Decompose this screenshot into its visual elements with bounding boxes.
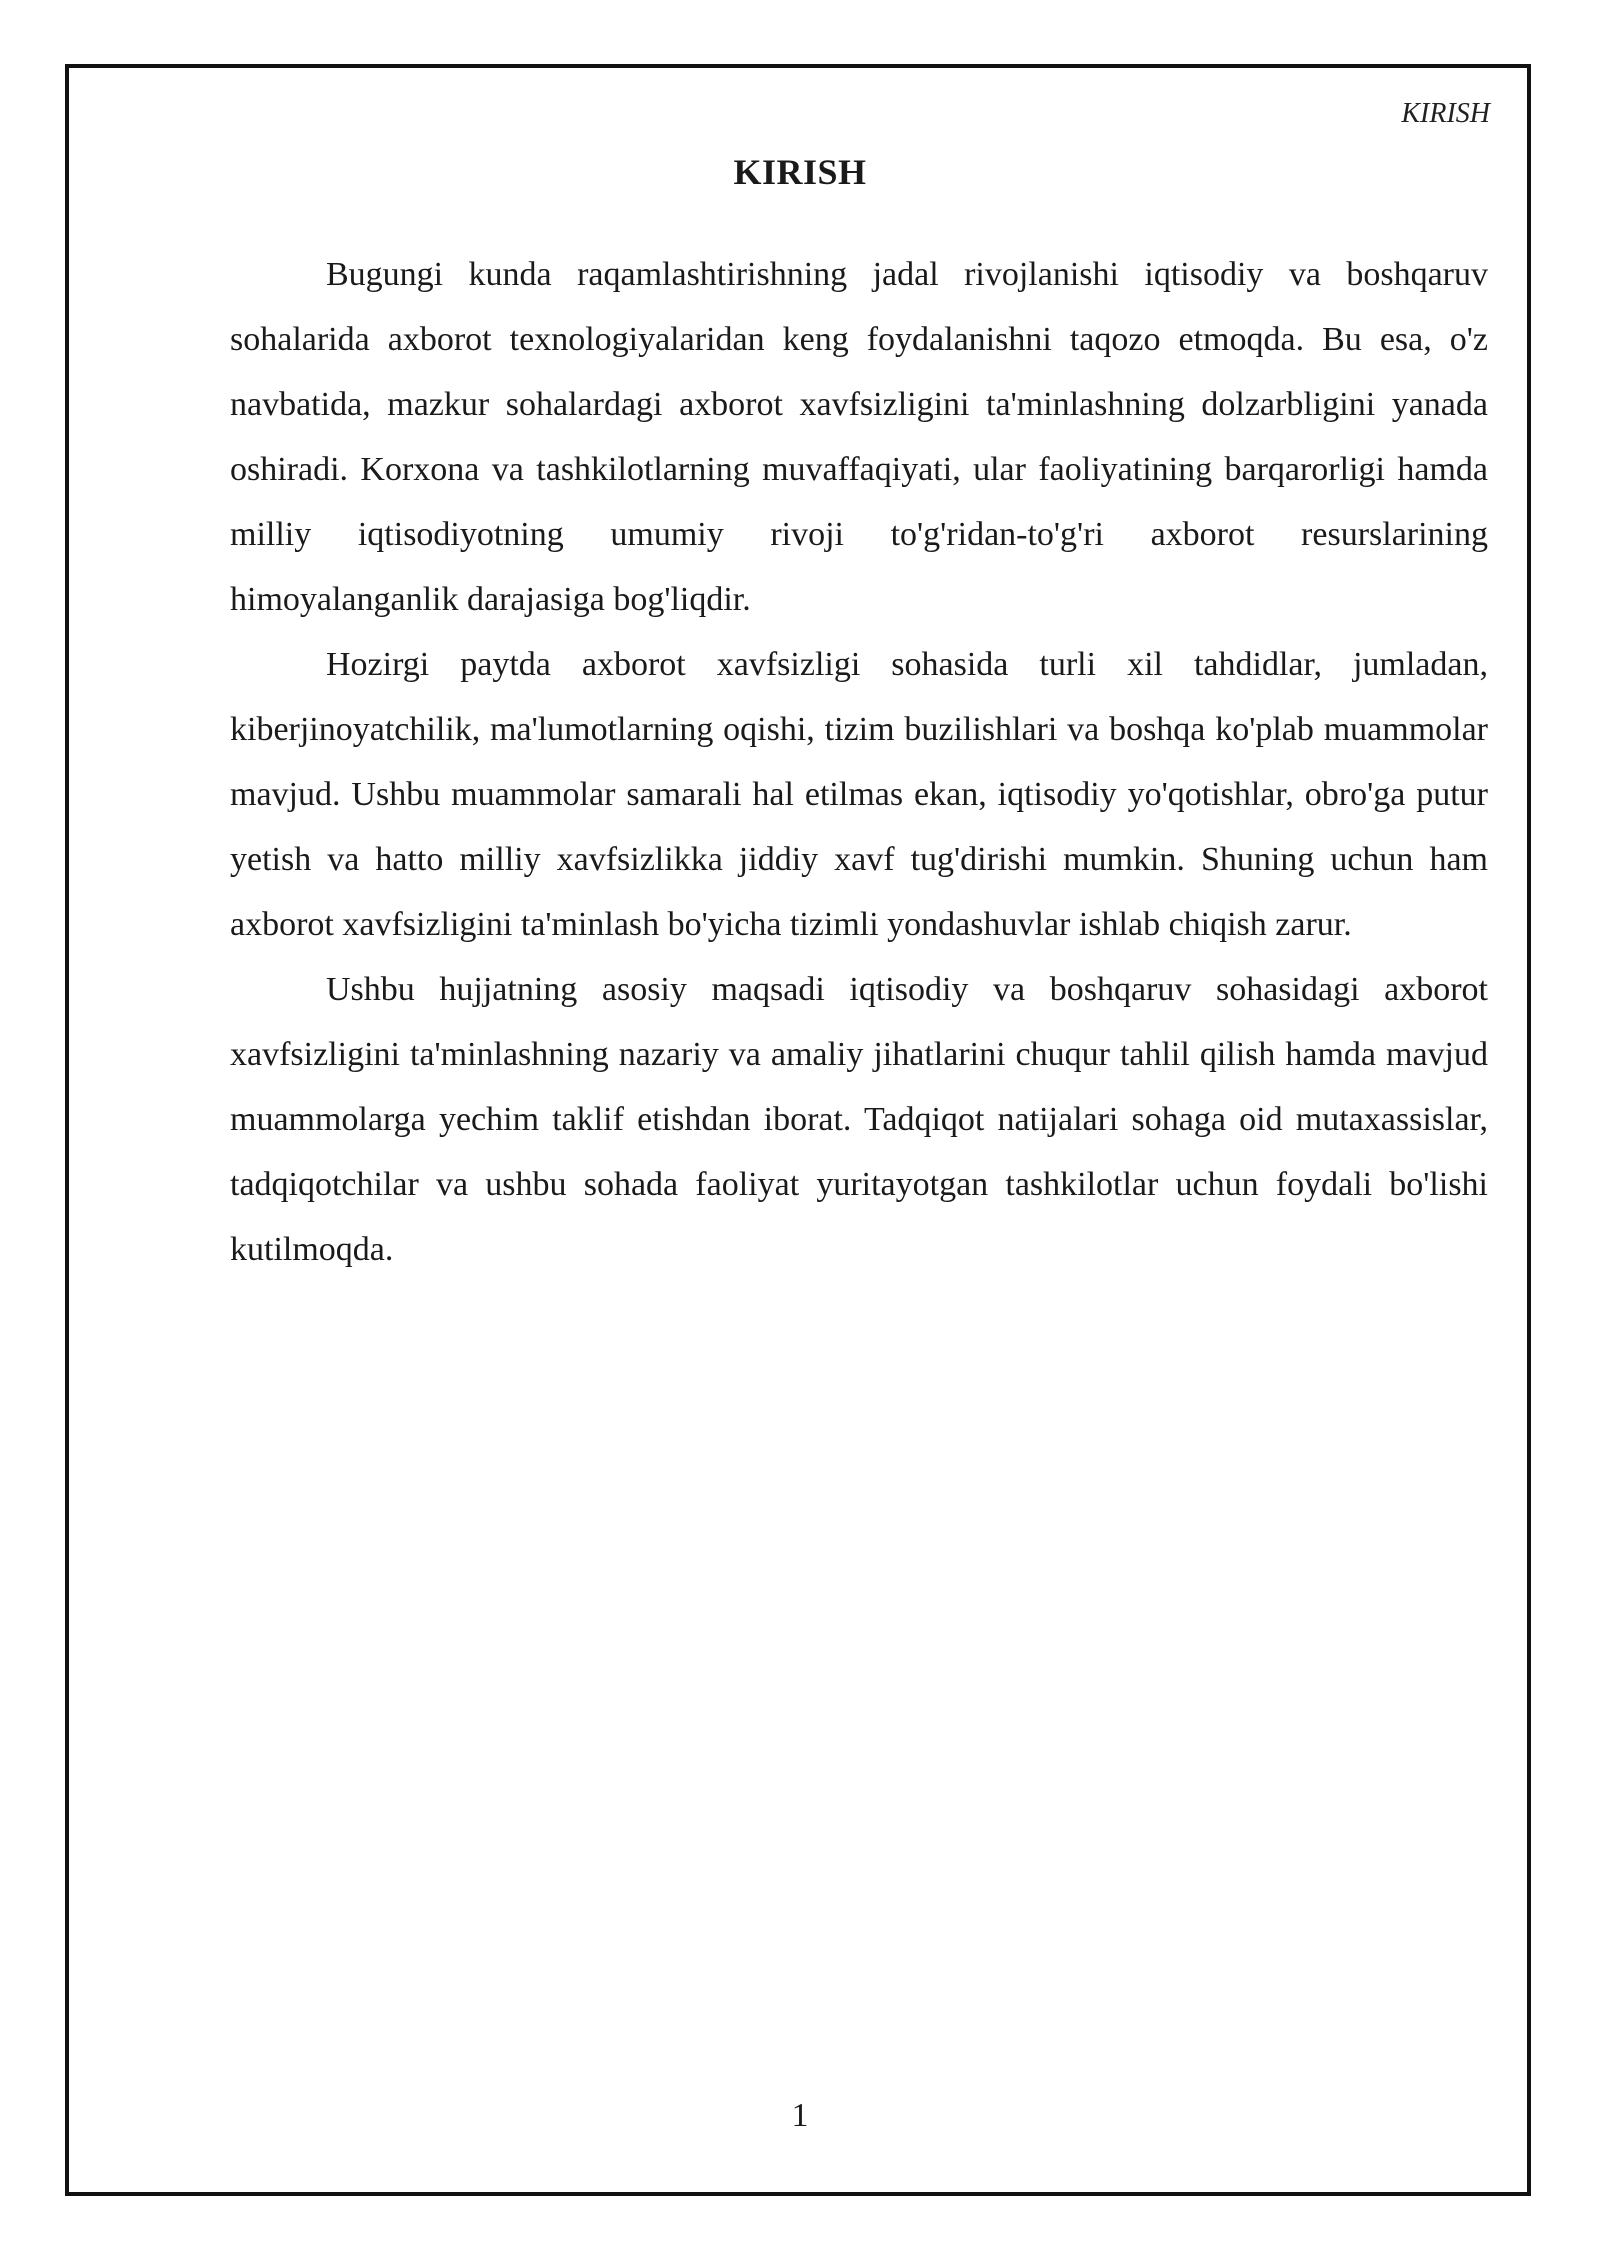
paragraph-2: Hozirgi paytda axborot xavfsizligi sohasida turli xil tahdidlar, jumladan, kiberjinoyatchilik, ma'lumotlarning oqishi, tizim buzilishlari va boshqa ko'plab muammolar mavjud. Ushbu muammolar samarali hal etilmas ekan, iqtisodiy yo'qotishlar, obro'ga putur yetish va hatto milliy xavfsizlikka jiddiy xavf tug'dirishi mumkin. Shuning uchun ham axborot xavfsizligini ta'minlash bo'yicha tizimli yondashuvlar ishlab chiqish zarur. [230,646,1488,943]
paragraph-1: Bugungi kunda raqamlashtirishning jadal rivojlanishi iqtisodiy va boshqaruv sohalarida axborot texnologiyalaridan keng foydalanishni taqozo etmoqda. Bu esa, o'z navbatida, mazkur sohalardagi axborot xavfsizligini ta'minlashning dolzarbligini yanada oshiradi. Korxona va tashkilotlarning muvaffaqiyati, ular faoliyatining barqarorligi hamda milliy iqtisodiyotning umumiy rivoji to'g'ridan-to'g'ri axborot resurslarining himoyalanganlik darajasiga bog'liqdir. [230,256,1488,618]
paragraph-3: Ushbu hujjatning asosiy maqsadi iqtisodiy va boshqaruv sohasidagi axborot xavfsizligini ta'minlashning nazariy va amaliy jihatlarini chuqur tahlil qilish hamda mavjud muammolarga yechim taklif etishdan iborat. Tadqiqot natijalari sohaga oid mutaxassislar, tadqiqotchilar va ushbu sohada faoliyat yuritayotgan tashkilotlar uchun foydali bo'lishi kutilmoqda. [230,971,1488,1268]
page-title: KIRISH [733,152,867,192]
page-number: 1 [791,2097,809,2134]
body-text [230,242,1488,1282]
running-header: KIRISH [1401,98,1490,129]
